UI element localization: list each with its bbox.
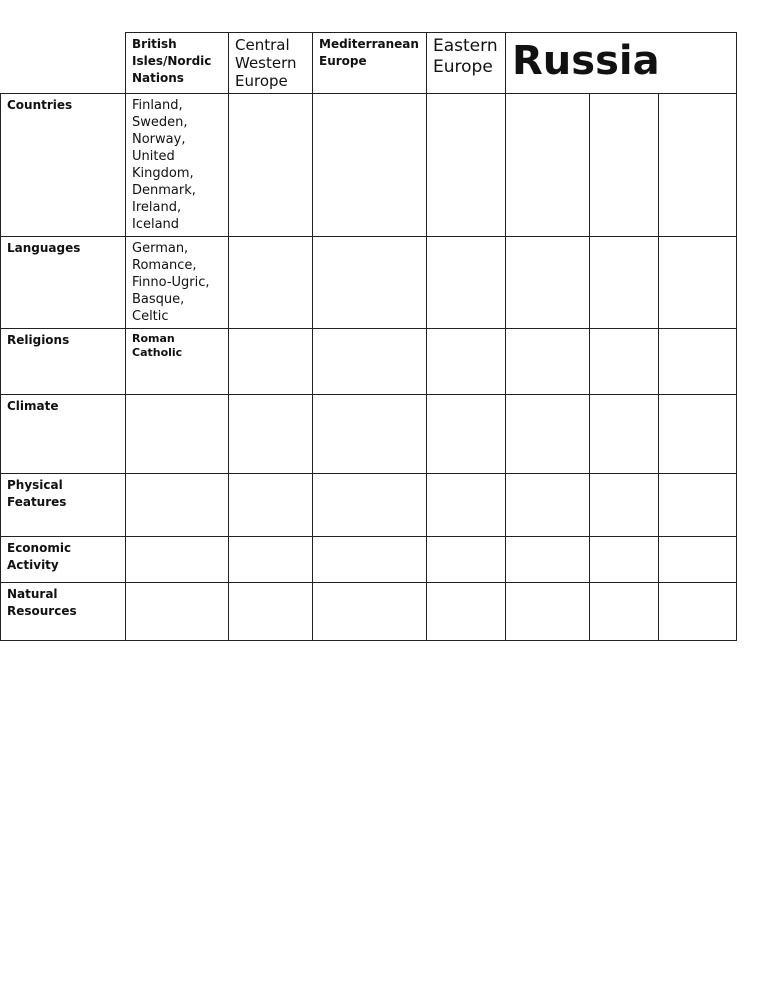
row-label-countries: Countries [1,94,126,237]
cell-empty [590,474,659,537]
cell-empty [506,329,590,395]
cell-empty [659,474,737,537]
corner-cell [1,33,126,94]
header-mediterranean: Mediterranean Europe [313,33,427,94]
cell-empty [590,329,659,395]
cell-empty [659,329,737,395]
cell-empty [229,583,313,641]
cell-empty [659,583,737,641]
cell-empty [126,537,229,583]
comparison-table [0,32,737,641]
row-climate [1,395,737,474]
cell-empty [506,395,590,474]
cell-empty [427,395,506,474]
cell-empty [427,329,506,395]
cell-empty [313,395,427,474]
row-label-climate: Climate [1,395,126,474]
row-label-natural-resources: Natural Resources [1,583,126,641]
header-british-nordic: British Isles/Nordic Nations [126,33,229,94]
cell-empty [506,537,590,583]
cell-empty [229,94,313,237]
cell-empty [506,94,590,237]
cell-empty [659,537,737,583]
cell-empty [427,474,506,537]
row-physical-features [1,474,737,537]
cell-empty [506,474,590,537]
cell-empty [229,329,313,395]
cell-empty [229,395,313,474]
cell-empty [506,583,590,641]
cell-empty [313,94,427,237]
cell-empty [659,237,737,329]
cell-languages-british-nordic: German, Romance, Finno-Ugric, Basque, Celtic [126,237,229,329]
cell-empty [590,583,659,641]
row-label-languages: Languages [1,237,126,329]
cell-empty [590,537,659,583]
header-row [1,33,737,94]
cell-empty [659,395,737,474]
row-languages [1,237,737,329]
cell-empty [506,237,590,329]
cell-empty [313,474,427,537]
header-eastern: Eastern Europe [427,33,506,94]
cell-empty [427,237,506,329]
cell-empty [229,474,313,537]
row-label-religions: Religions [1,329,126,395]
cell-empty [313,329,427,395]
cell-empty [126,395,229,474]
cell-empty [313,537,427,583]
cell-empty [427,94,506,237]
cell-empty [229,537,313,583]
cell-empty [590,395,659,474]
cell-empty [590,237,659,329]
cell-empty [590,94,659,237]
row-label-physical-features: Physical Features [1,474,126,537]
row-economic-activity [1,537,737,583]
cell-empty [313,583,427,641]
row-religions [1,329,737,395]
header-central-western: Central Western Europe [229,33,313,94]
row-countries [1,94,737,237]
cell-empty [659,94,737,237]
cell-empty [229,237,313,329]
cell-empty [313,237,427,329]
cell-empty [126,474,229,537]
cell-empty [427,583,506,641]
cell-empty [126,583,229,641]
cell-countries-british-nordic: Finland, Sweden, Norway, United Kingdom, Denmark, Ireland, Iceland [126,94,229,237]
cell-religions-british-nordic: Roman Catholic [126,329,229,395]
row-label-economic-activity: Economic Activity [1,537,126,583]
header-russia: Russia [506,33,737,94]
cell-empty [427,537,506,583]
row-natural-resources [1,583,737,641]
